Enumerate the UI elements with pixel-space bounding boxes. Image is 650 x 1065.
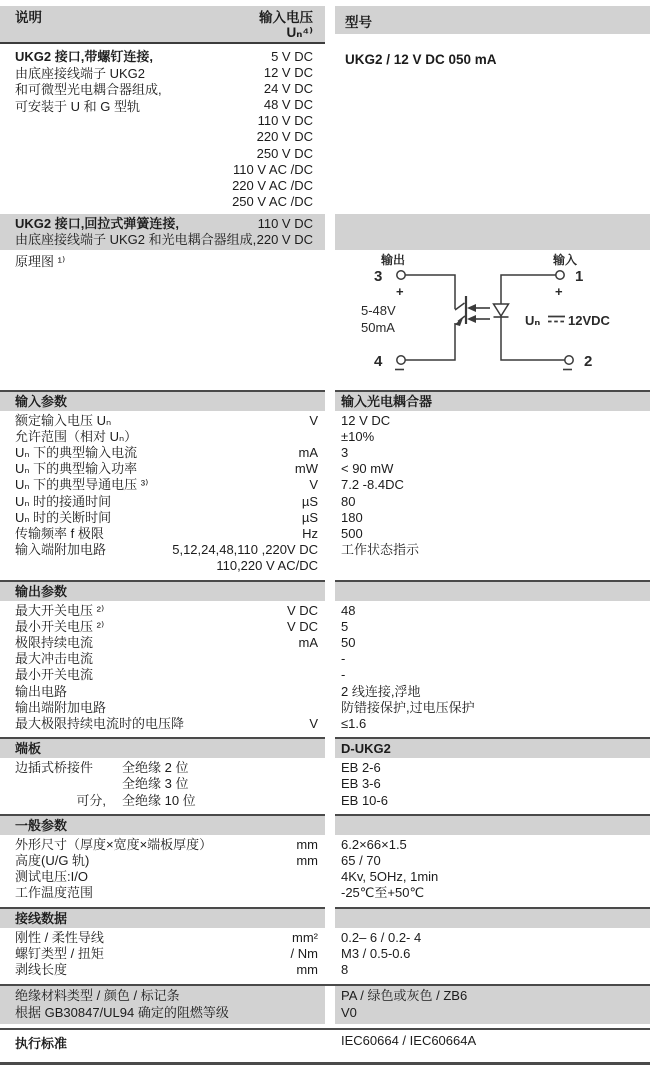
section-title-input-params: 输入参数 [0,390,325,411]
spring-connection-block [0,214,650,250]
param-value: 防错接保护,过电压保护 [341,699,475,715]
param-label: 刚性 / 柔性导线 [15,929,104,945]
param-unit: mm [296,836,318,852]
param-row [0,793,650,809]
param-label: Uₙ 下的典型输入功率 [15,461,138,477]
param-unit: mA [298,444,318,460]
section-band-endplate [0,737,650,758]
output-bottom-wire [405,323,455,360]
wiring-data-rows [0,928,650,979]
section-band-output-params [0,580,650,601]
param-label: Uₙ 时的接通时间 [15,493,112,509]
standard-label: 执行标准 [15,1036,68,1052]
voltage-item: 48 V DC [263,97,313,113]
top-left-column [0,6,325,210]
param-mid-text: 全绝缘 10 位 [122,792,196,808]
param-label: 极限持续电流 [15,634,94,650]
insulation-values [335,986,650,1024]
input-params-rows [0,411,650,575]
param-value: 6.2×66×1.5 [341,836,407,852]
voltage-item: 110 V AC /DC [233,161,313,177]
param-label: 高度(U/G 轨) [15,853,90,868]
param-value: ≤1.6 [341,715,367,731]
output-rating-current: 50mA [361,319,395,335]
param-label: 工作温度范围 [15,885,94,901]
insulation-labels [0,986,325,1024]
section-title-output-params: 输出参数 [0,580,325,601]
param-unit: V DC [286,618,318,634]
spring-row [15,232,313,248]
param-label: 输出端附加电路 [15,699,107,715]
insulation-block [0,984,650,1024]
param-value: 80 [341,493,356,509]
param-value: 3 [341,444,349,460]
param-label: 测试电压:I/O [15,869,88,885]
param-value: 12 V DC [341,412,391,428]
column-header-band [0,6,325,44]
model-header-band [335,6,650,34]
un-value: 12VDC [568,312,610,328]
param-label: 边插式桥接件 [15,760,94,776]
param-value: 8 [341,962,349,978]
param-unit: mW [294,461,318,477]
voltage-item: 250 V AC /DC [232,193,313,209]
description-line: 由底座接线端子 UKG2 [15,65,146,81]
param-row [0,558,650,574]
insulation-value: PA / 绿色或灰色 / ZB6 [341,988,468,1004]
led-diode-triangle [494,304,509,316]
diagram-input-label: 输入 [553,252,578,267]
terminal-2-number: 2 [584,352,593,370]
light-arrow-head [467,304,476,312]
param-row [0,716,650,732]
param-label: 螺钉类型 / 扭矩 [15,945,104,961]
output-top-wire [405,275,455,309]
param-value: -25℃至+50℃ [341,885,425,901]
param-row [0,635,650,651]
param-row [0,962,650,978]
standard-row [0,1028,650,1065]
header-input-voltage-line2: Uₙ⁴⁾ [286,25,313,40]
terminal-3-polarity: + [396,283,404,299]
param-value: EB 10-6 [341,792,388,808]
diagram-output-label: 输出 [381,252,406,267]
param-row [0,429,650,445]
param-row [0,869,650,885]
param-row [0,461,650,477]
description-line: 和可微型光电耦合器组成, [15,82,162,97]
section-band-wiring-data [0,907,650,928]
param-row [0,667,650,683]
standard-value: IEC60664 / IEC60664A [341,1033,477,1049]
screw-connection-block [0,44,325,210]
header-model-label: 型号 [345,15,372,30]
param-mid-text: 全绝缘 2 位 [122,760,189,776]
param-unit: V [309,412,318,428]
product-description [15,49,162,210]
output-params-rows [0,601,650,733]
param-row [0,510,650,526]
terminal-1-circle [556,270,564,278]
spring-desc: UKG2 接口,回拉式弹簧连接, [15,215,179,231]
voltage-item: 250 V DC [256,145,313,161]
param-unit: V [309,715,318,731]
param-row [0,837,650,853]
param-row [0,760,650,776]
terminal-2-circle [565,355,573,363]
param-value: 工作状态指示 [341,542,420,558]
voltage-item: 110 V DC [257,113,313,129]
spring-row [15,216,313,232]
param-mid-text: 全绝缘 3 位 [122,776,189,792]
param-unit: Hz [302,525,318,541]
endplate-rows [0,758,650,809]
transistor-collector [455,303,465,310]
section-band-general-params [0,814,650,835]
param-value [335,558,650,574]
param-label: 输出电路 [15,683,68,699]
param-label: 最小开关电压 ²⁾ [15,618,105,634]
param-row [0,684,650,700]
header-input-voltage-line1: 输入电压 [259,10,313,25]
param-row [0,885,650,901]
voltage-item: 220 V AC /DC [232,177,313,193]
terminal-1-polarity: + [555,283,563,299]
param-value: 5 [341,618,349,634]
param-row [0,853,650,869]
param-label: 最大开关电压 ²⁾ [15,602,105,618]
section-band-wiring-right [335,907,650,928]
param-row [0,477,650,493]
param-row [0,445,650,461]
param-label: 允许范围（相对 Uₙ） [15,428,138,444]
param-value: 65 / 70 [341,853,381,868]
param-unit: mm [296,962,318,978]
insulation-label: 绝缘材料类型 / 颜色 / 标记条 [15,988,180,1004]
param-row [0,413,650,429]
param-label: 传输频率 f 极限 [15,525,104,541]
param-value: EB 3-6 [341,776,381,792]
param-label: 可分, [76,792,106,808]
spring-connection-left [0,214,325,250]
light-arrow-head [467,315,476,323]
section-title-endplate: 端板 [0,737,325,758]
param-label: 最小开关电流 [15,667,94,683]
param-unit: µS [301,493,318,509]
voltage-item: 24 V DC [263,81,313,97]
section-title-general-params: 一般参数 [0,814,325,835]
param-label: 最大冲击电流 [15,651,94,667]
param-row [0,526,650,542]
voltage-list [232,49,313,210]
voltage-item: 220 V DC [256,129,313,145]
param-label: Uₙ 下的典型输入电流 [15,444,138,460]
terminal-3-number: 3 [374,267,383,285]
spring-voltage: 110 V DC [257,215,313,231]
transistor-emitter-arrow [455,318,464,326]
param-label: 额定输入电压 Uₙ [15,412,112,428]
param-value: EB 2-6 [341,760,381,776]
section-title-wiring-data: 接线数据 [0,907,325,928]
un-label: Uₙ [525,312,541,328]
param-value: < 90 mW [341,461,394,477]
param-label: Uₙ 下的典型导通电压 ³⁾ [15,477,149,493]
optocoupler-circuit-diagram [337,253,637,385]
top-table [0,6,650,210]
param-value: 2 线连接,浮地 [341,683,421,699]
param-value: 7.2 -8.4DC [341,477,404,493]
param-value: 500 [341,525,363,541]
spring-desc: 由底座接线端子 UKG2 和光电耦合器组成, [15,231,257,247]
param-row [0,542,650,558]
section-band-general-right [335,814,650,835]
param-value: - [341,667,346,683]
description-line: UKG2 接口,带螺钉连接, [15,49,153,64]
general-params-rows [0,835,650,902]
top-right-column [335,6,650,67]
input-top-wire [501,275,556,304]
terminal-4-number: 4 [374,352,383,370]
section-title-endplate-model: D-UKG2 [335,737,650,758]
spring-connection-right-bar [335,214,650,250]
param-row [0,946,650,962]
section-title-input-optocoupler: 输入光电耦合器 [335,390,650,411]
model-number: UKG2 / 12 V DC 050 mA [345,52,497,67]
param-value: 48 [341,602,356,618]
param-row [0,700,650,716]
param-label: 输入端附加电路 [15,542,107,558]
header-input-voltage [259,10,313,39]
param-value: 180 [341,509,363,525]
param-unit: 5,12,24,48,110 ,220V DC [172,542,318,558]
output-rating-voltage: 5-48V [361,302,396,318]
param-label: 外形尺寸（厚度×宽度×端板厚度） [15,836,213,852]
param-row [0,776,650,792]
param-unit: V DC [286,602,318,618]
param-value: 4Kv, 5OHz, 1min [341,869,439,885]
param-value: ±10% [341,428,375,444]
section-band-input-params [0,390,650,411]
param-unit: V [309,477,318,493]
param-row [0,494,650,510]
param-row [0,603,650,619]
param-unit: µS [301,509,318,525]
param-value: 0.2– 6 / 0.2- 4 [341,929,422,945]
param-row [0,651,650,667]
param-label [15,776,110,792]
param-row [0,619,650,635]
param-value: M3 / 0.5-0.6 [341,945,411,961]
schematic-section [0,253,650,385]
section-band-output-right [335,580,650,601]
param-label: 剥线长度 [15,962,68,978]
schematic-diagram-col [335,253,650,385]
terminal-4-circle [397,355,405,363]
param-unit: / Nm [290,945,318,961]
param-unit: 110,220 V AC/DC [216,558,318,574]
insulation-value: V0 [341,1004,357,1020]
header-desc-label: 说明 [15,10,42,25]
param-unit: mm [296,853,318,868]
schematic-caption: 原理图 ¹⁾ [15,253,66,269]
param-unit: mm² [292,929,318,945]
schematic-caption-col [0,253,325,271]
insulation-label: 根据 GB30847/UL94 确定的阻燃等级 [15,1004,229,1020]
description-line: 可安装于 U 和 G 型轨 [15,98,140,114]
param-value: - [341,651,346,667]
param-value: 50 [341,634,356,650]
spring-voltage: 220 V DC [256,231,313,247]
voltage-item: 5 V DC [271,49,313,64]
terminal-3-circle [397,270,405,278]
voltage-item: 12 V DC [263,65,313,81]
param-row [0,930,650,946]
param-unit: mA [298,634,318,650]
param-label: Uₙ 时的关断时间 [15,509,112,525]
param-label: 最大极限持续电流时的电压降 [15,715,185,731]
terminal-1-number: 1 [575,267,584,285]
